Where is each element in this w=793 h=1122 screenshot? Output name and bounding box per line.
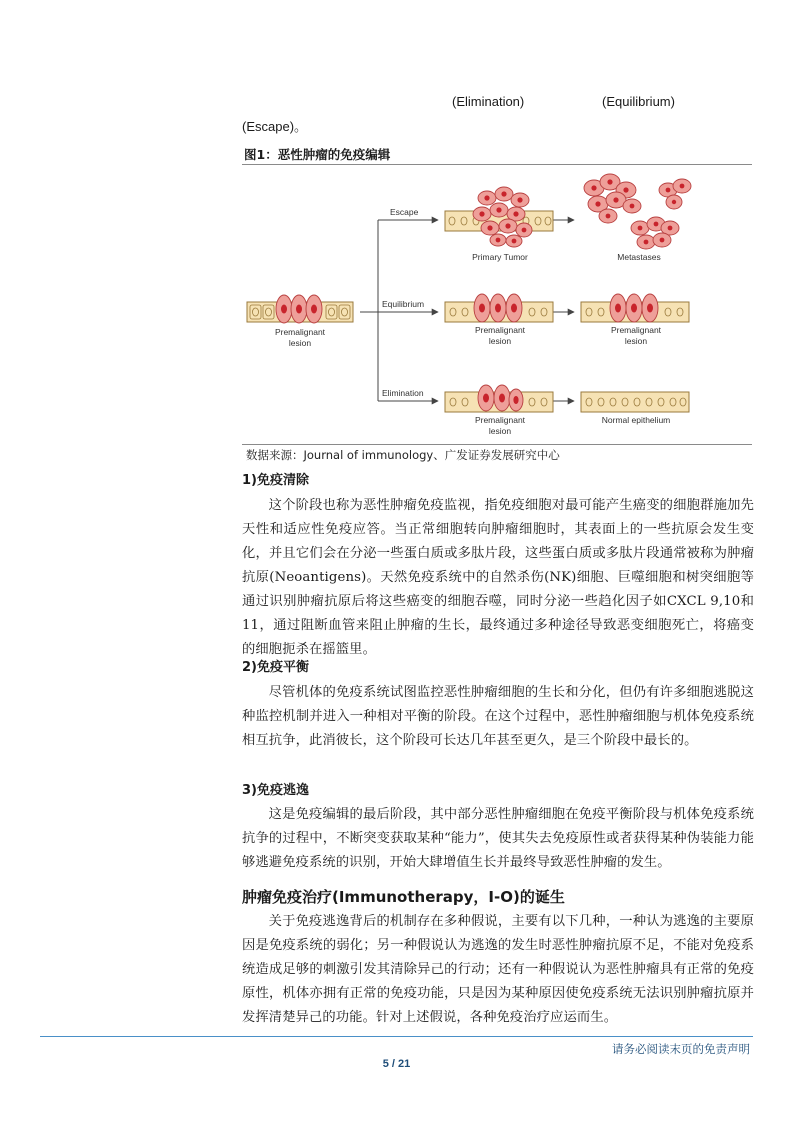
section-3-heading: 3)免疫逃逸 (242, 783, 309, 798)
equilibrium-lesion-2 (581, 294, 689, 346)
primary-tumor-label: Primary Tumor (472, 252, 528, 262)
immunoediting-figure (242, 168, 752, 444)
elimination-term: (Elimination) (452, 94, 525, 109)
figure-bottom-rule (242, 444, 752, 445)
equilibrium-label: Equilibrium (382, 299, 425, 309)
section-1-heading: 1)免疫清除 (242, 473, 309, 488)
footer-rule (40, 1036, 753, 1037)
elimination-premalignant-label: Premalignant (474, 415, 526, 425)
premalignant-lesion-start (247, 295, 353, 348)
figure-caption: 图1：恶性肿瘤的免疫编辑 (244, 147, 391, 162)
equilibrium-term: (Equilibrium) (602, 94, 675, 109)
normal-epithelium (581, 392, 689, 425)
elimination-lesion (445, 385, 553, 436)
metastases (584, 174, 691, 262)
elimination-label: Elimination (382, 388, 424, 398)
section-1-body: 这个阶段也称为恶性肿瘤免疫监视，指免疫细胞对最可能产生癌变的细胞群施加先天性和适应性免疫应答。当正常细胞转向肿瘤细胞时，其表面上的一些抗原会发生变化，并且它们会在分泌一些蛋白质或多肽片段，这些蛋白质或多肽片段通常被称为肿瘤抗原(Neoantigens)。天然免疫系统中的自然杀伤(NK)细胞、巨噬细胞和树突细胞等通过识别肿瘤抗原后将这些癌变的细胞吞噬，同时分泌一些趋化因子如CXCL 9,10和11，通过阻断血管来阻止肿瘤的生长，最终通过多种途径导致恶变细胞死亡，将癌变的细胞扼杀在摇篮里。 (242, 498, 754, 657)
elimination-lesion-label: lesion (488, 426, 512, 436)
normal-epithelium-label: Normal epithelium (601, 415, 671, 425)
equilibrium-premalignant-label-2: Premalignant (610, 325, 662, 335)
figure-top-rule (242, 164, 752, 165)
equilibrium-lesion-1 (445, 294, 553, 346)
lesion-label: lesion (288, 338, 312, 348)
escape-label: Escape (390, 207, 419, 217)
premalignant-label: Premalignant (274, 327, 326, 337)
intro-line-1 (242, 94, 752, 114)
figure-source: 数据来源：Journal of immunology、广发证券发展研究中心 (246, 448, 560, 462)
primary-tumor (445, 187, 553, 262)
immunoediting-diagram (242, 168, 752, 444)
section-2-body: 尽管机体的免疫系统试图监控恶性肿瘤细胞的生长和分化，但仍有许多细胞逃脱这种监控机制并进入一种相对平衡的阶段。在这个过程中，恶性肿瘤细胞与机体免疫系统相互抗争，此消彼长，这个阶段可长达几年甚至更久，是三个阶段中最长的。 (242, 685, 754, 748)
io-section-body: 关于免疫逃逸背后的机制存在多种假说，主要有以下几种，一种认为逃逸的主要原因是免疫系统的弱化；另一种假说认为逃逸的发生时恶性肿瘤抗原不足，不能对免疫系统造成足够的刺激引发其清除异己的行动；还有一种假说认为恶性肿瘤具有正常的免疫原性，机体亦拥有正常的免疫功能，只是因为某种原因使免疫系统无法识别肿瘤抗原并发挥清楚异己的功能。针对上述假说，各种免疫治疗应运而生。 (242, 914, 754, 1025)
escape-term: (Escape)。 (242, 119, 308, 134)
page-number: 5 / 21 (382, 1058, 411, 1070)
equilibrium-lesion-label-2: lesion (624, 336, 648, 346)
section-3-body: 这是免疫编辑的最后阶段，其中部分恶性肿瘤细胞在免疫平衡阶段与机体免疫系统抗争的过程中，不断突变获取某种“能力”，使其失去免疫原性或者获得某种伪装能力能够逃避免疫系统的识别，开始大肆增值生长并最终导致恶性肿瘤的发生。 (242, 807, 754, 870)
section-2-heading: 2)免疫平衡 (242, 660, 309, 675)
metastases-label: Metastases (617, 252, 661, 262)
disclaimer-link[interactable]: 请务必阅读末页的免责声明 (612, 1042, 750, 1056)
equilibrium-lesion-label-1: lesion (488, 336, 512, 346)
equilibrium-premalignant-label-1: Premalignant (474, 325, 526, 335)
io-section-title: 肿瘤免疫治疗(Immunotherapy，I-O)的诞生 (242, 888, 565, 906)
